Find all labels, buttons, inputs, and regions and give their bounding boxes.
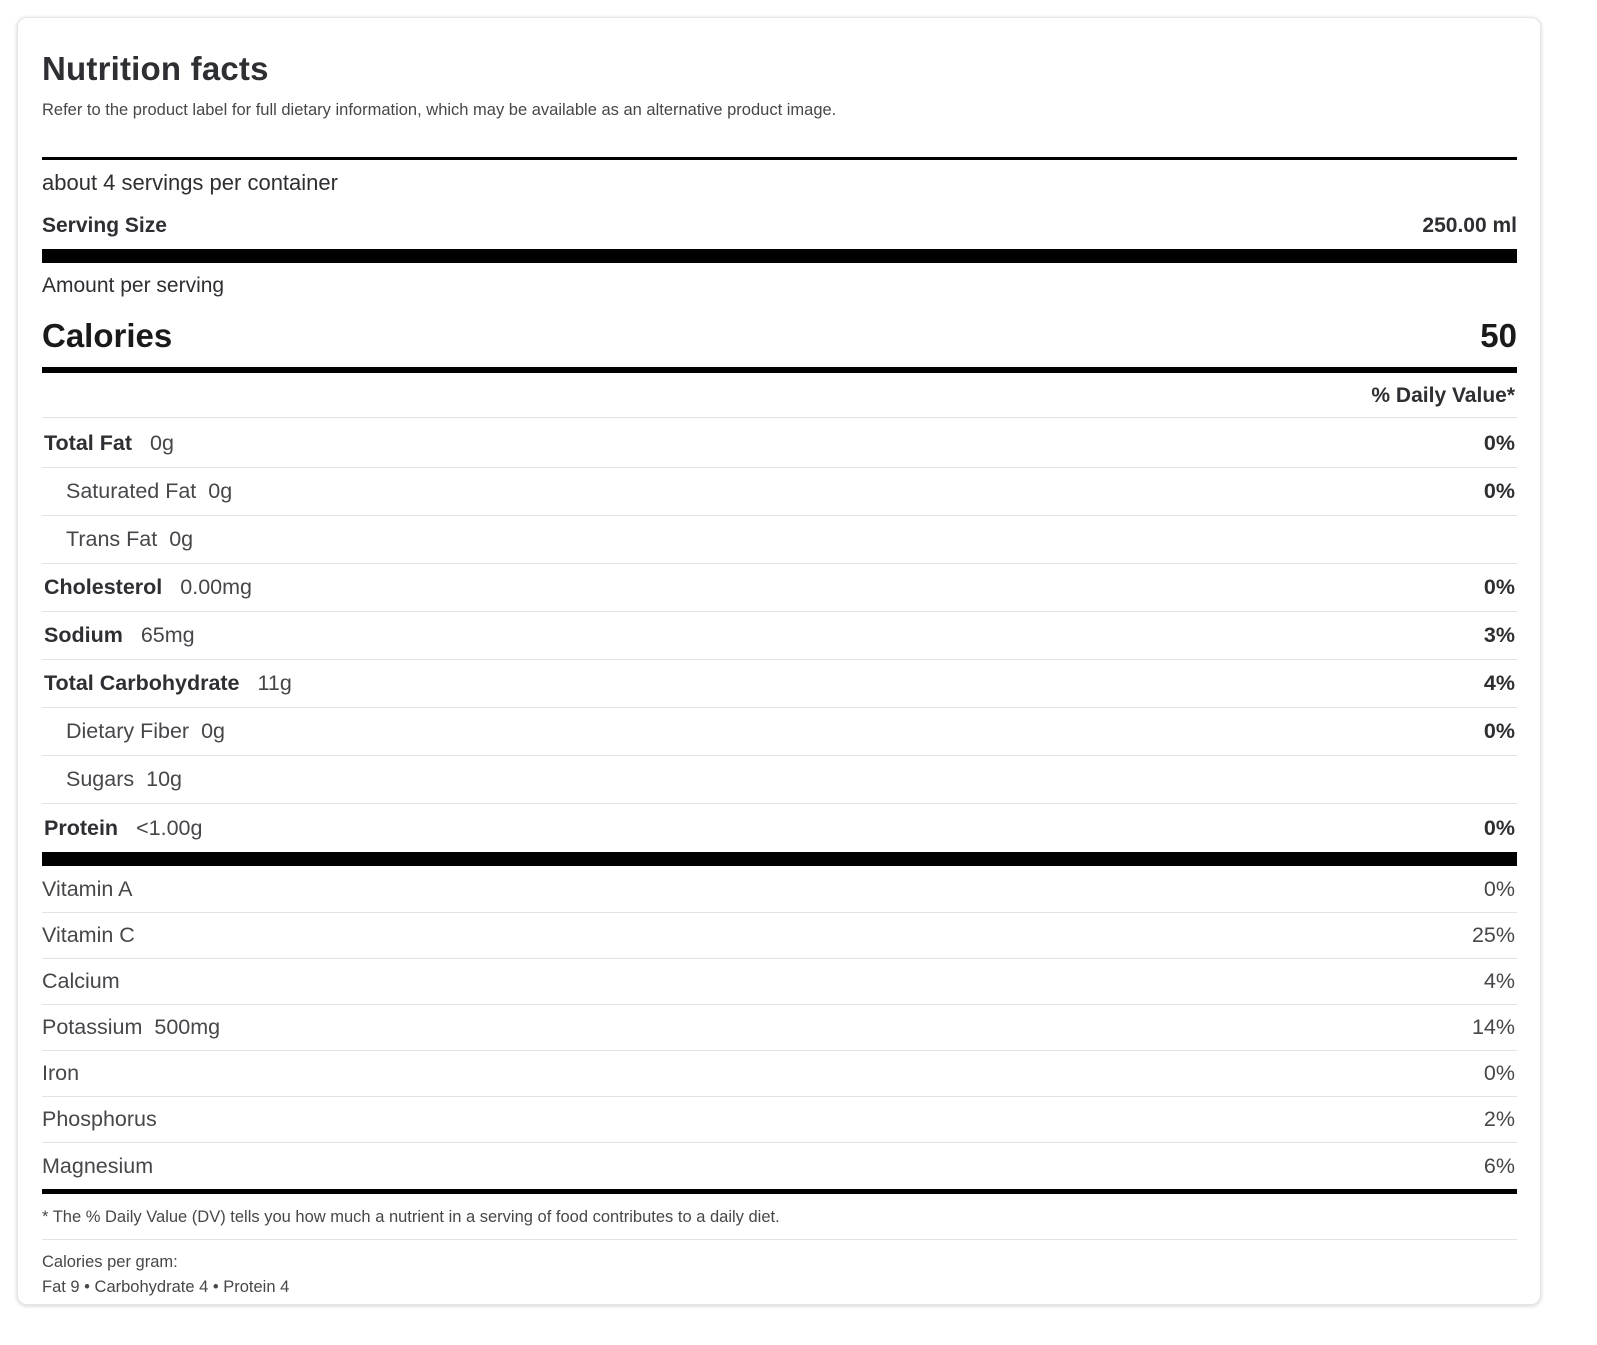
servings-per-container: about 4 servings per container	[42, 170, 338, 195]
calories-per-gram-label: Calories per gram:	[42, 1253, 178, 1271]
vitamin-name: Potassium	[42, 1015, 143, 1039]
vitamins-divider	[42, 852, 1517, 866]
calories-divider	[42, 367, 1517, 373]
vitamin-row-calcium	[42, 959, 1517, 1005]
vitamin-name: Phosphorus	[42, 1107, 157, 1131]
daily-value-header	[42, 374, 1517, 418]
calories-row	[42, 314, 1517, 358]
vitamin-row-vitamin-a	[42, 867, 1517, 913]
vitamin-row-magnesium	[42, 1143, 1517, 1189]
nutrient-amount: 0g	[169, 527, 194, 551]
nutrient-amount: 0g	[201, 719, 225, 743]
nutrient-amount: 65mg	[140, 623, 195, 647]
thick-divider	[42, 249, 1517, 263]
vitamin-daily-value: 6%	[1483, 1153, 1515, 1178]
vitamin-daily-value: 25%	[1471, 923, 1515, 947]
nutrient-amount: 0g	[208, 479, 233, 503]
vitamin-amount: 500mg	[154, 1015, 221, 1039]
nutrient-row-trans-fat	[42, 516, 1517, 564]
nutrient-daily-value: 3%	[1483, 623, 1515, 647]
calories-value: 50	[1480, 317, 1517, 354]
nutrient-name: Trans Fat	[66, 527, 158, 551]
nutrient-name: Sodium	[44, 623, 123, 647]
nutrient-amount: <1.00g	[136, 815, 203, 840]
vitamin-row-iron	[42, 1051, 1517, 1097]
nutrient-row-sodium	[42, 612, 1517, 660]
daily-value-footnote: * The % Daily Value (DV) tells you how much a nutrient in a serving of food contributes to a daily diet.	[42, 1208, 780, 1226]
page-title: Nutrition facts	[42, 50, 269, 87]
nutrient-daily-value: 0%	[1483, 431, 1515, 455]
nutrient-amount: 0.00mg	[180, 575, 252, 599]
daily-value-header-label: % Daily Value*	[1371, 383, 1515, 407]
nutrient-name: Total Fat	[44, 431, 132, 455]
nutrient-row-sugars	[42, 756, 1517, 804]
vitamin-name: Magnesium	[42, 1153, 154, 1178]
nutrient-row-dietary-fiber	[42, 708, 1517, 756]
vitamin-name: Vitamin A	[42, 877, 133, 901]
vitamin-row-vitamin-c	[42, 913, 1517, 959]
vitamin-name: Calcium	[42, 969, 120, 993]
nutrient-row-saturated-fat	[42, 468, 1517, 516]
serving-size-label: Serving Size	[42, 214, 167, 237]
serving-size-row	[42, 211, 1517, 241]
nutrient-name: Sugars	[66, 767, 135, 791]
nutrient-amount: 11g	[257, 671, 292, 695]
label-disclaimer: Refer to the product label for full dietary information, which may be available as an alternative product image.	[42, 101, 837, 119]
nutrient-row-total-carbohydrate	[42, 660, 1517, 708]
vitamin-daily-value: 0%	[1483, 1061, 1515, 1085]
nutrient-amount: 0g	[149, 431, 174, 455]
nutrient-daily-value: 4%	[1483, 671, 1515, 695]
amount-per-serving-label: Amount per serving	[42, 274, 225, 297]
nutrient-row-cholesterol	[42, 564, 1517, 612]
nutrient-name: Protein	[44, 815, 119, 840]
vitamin-row-potassium	[42, 1005, 1517, 1051]
nutrient-row-protein	[42, 804, 1517, 852]
vitamin-daily-value: 0%	[1483, 877, 1515, 901]
footnote-divider	[42, 1239, 1517, 1240]
vitamin-row-phosphorus	[42, 1097, 1517, 1143]
nutrient-name: Saturated Fat	[66, 479, 197, 503]
nutrient-daily-value: 0%	[1483, 815, 1515, 840]
nutrient-name: Cholesterol	[44, 575, 163, 599]
footer-divider	[42, 1189, 1517, 1194]
top-divider	[42, 157, 1517, 160]
vitamin-daily-value: 14%	[1471, 1015, 1515, 1039]
nutrition-facts-card	[17, 17, 1541, 1305]
nutrient-daily-value: 0%	[1483, 575, 1515, 599]
nutrient-daily-value: 0%	[1483, 479, 1515, 503]
nutrient-amount: 10g	[146, 767, 182, 791]
vitamin-name: Vitamin C	[42, 923, 135, 947]
nutrient-name: Dietary Fiber	[66, 719, 190, 743]
nutrient-name: Total Carbohydrate	[44, 671, 240, 695]
calories-per-gram-values: Fat 9 • Carbohydrate 4 • Protein 4	[42, 1278, 290, 1296]
calories-label: Calories	[42, 317, 173, 354]
vitamin-daily-value: 4%	[1483, 969, 1515, 993]
vitamin-daily-value: 2%	[1483, 1107, 1515, 1131]
nutrient-daily-value: 0%	[1483, 719, 1515, 743]
serving-size-value: 250.00 ml	[1422, 214, 1517, 237]
nutrient-row-total-fat	[42, 420, 1517, 468]
vitamin-name: Iron	[42, 1061, 80, 1085]
